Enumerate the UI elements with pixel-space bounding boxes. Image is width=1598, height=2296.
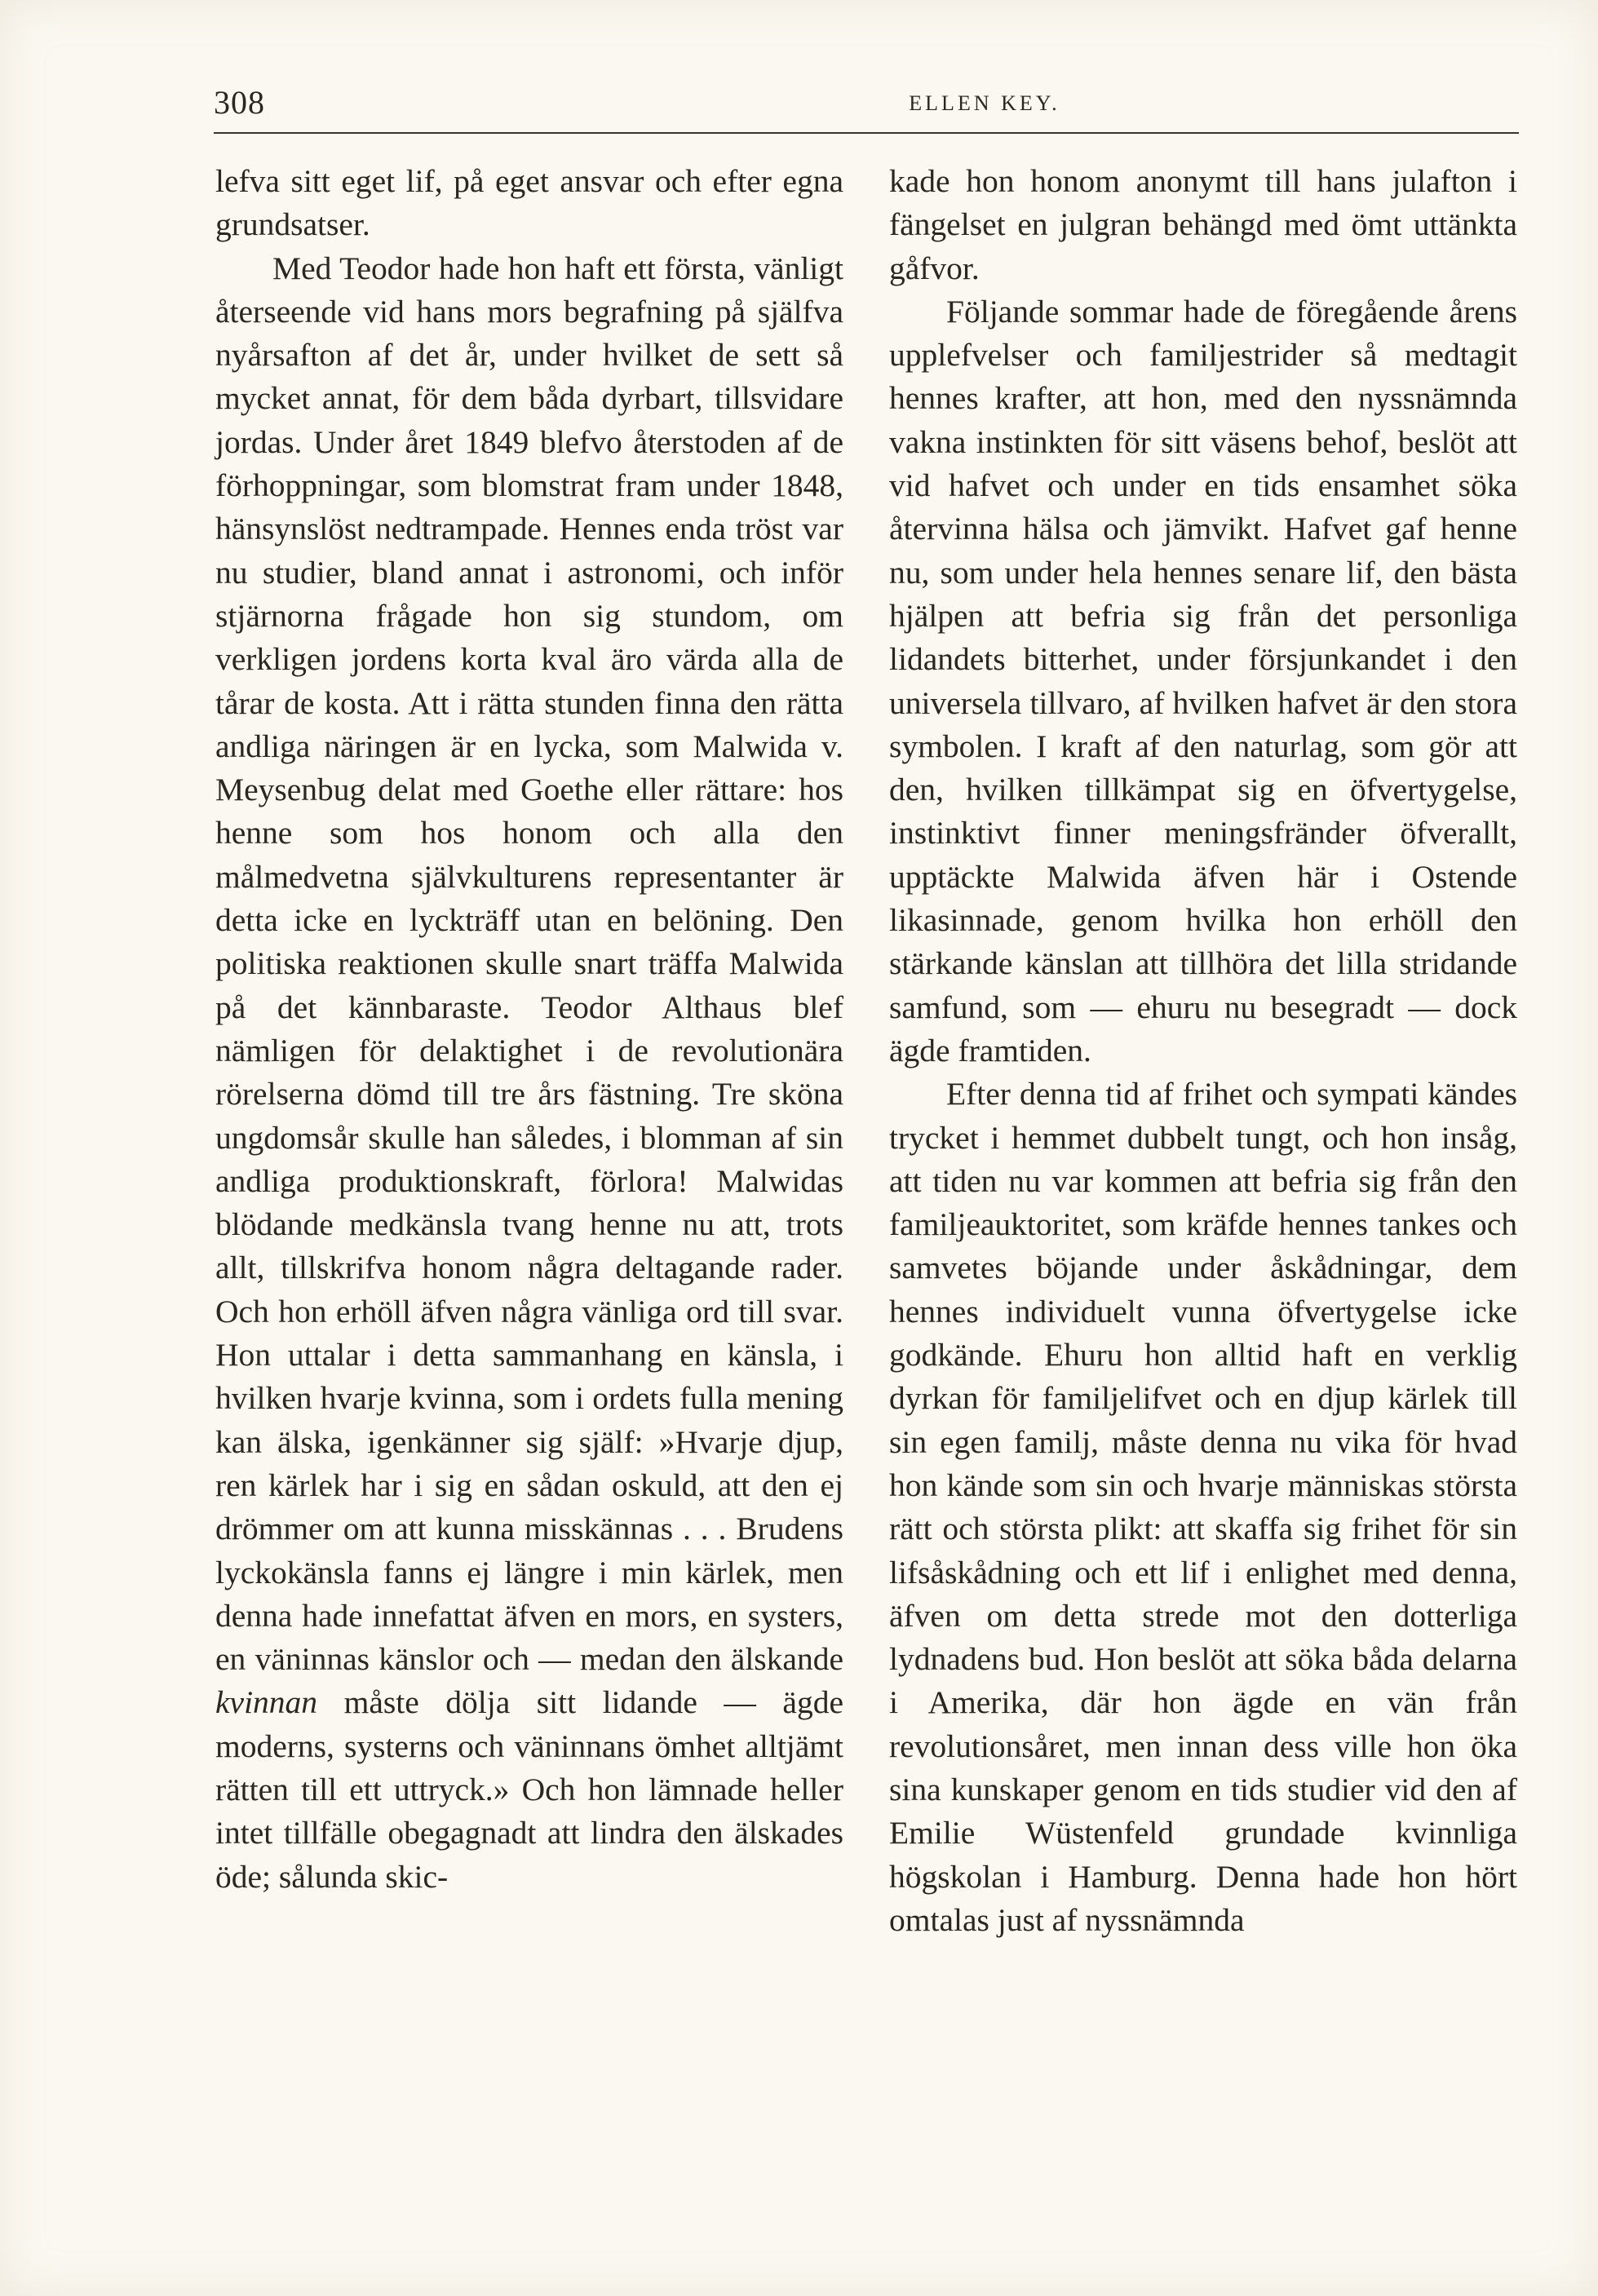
right-column <box>889 160 1517 1942</box>
paragraph: Efter denna tid af frihet och sympati kändes trycket i hemmet dubbelt tungt, och hon insåg, att tiden nu var kommen att befria sig från den familjeauktoritet, som kräfde hennes tankes och samvetes böjande under åskådningar, dem hennes individuelt vunna öfvertygelse icke godkände. Ehuru hon alltid haft en verklig dyrkan för familjelifvet och en djup kärlek till sin egen familj, måste denna nu vika för hvad hon kände som sin och hvarje människas största rätt och största plikt: att skaffa sig frihet för sin lifsåskådning och ett lif i enlighet med denna, äfven om detta strede mot den dotterliga lydnadens bud. Hon beslöt att söka båda delarna i Amerika, där hon ägde en vän från revolutionsåret, men innan dess ville hon öka sina kunskaper genom en tids studier vid den af Emilie Wüstenfeld grundade kvinnliga högskolan i Hamburg. Denna hade hon hört omtalas just af nyssnämnda <box>889 1076 1517 1938</box>
paragraph-text: Med Teodor hade hon haft ett första, vänligt återseende vid hans mors begrafning på själfva nyårsafton af det år, under hvilket de sett så mycket annat, för dem båda dyrbart, tillsvidare jordas. Under året 1849 blefvo återstoden af de förhoppningar, som blomstrat fram under 1848, hänsynslöst nedtrampade. Hennes enda tröst var nu studier, bland annat i astronomi, och inför stjärnorna frågade hon sig stundom, om verkligen jordens korta kval äro värda alla de tårar de kosta. Att i rätta stunden finna den rätta andliga näringen är en lycka, som Malwida v. Meysenbug delat med Goethe eller rättare: hos henne som hos honom och alla den målmedvetna självkulturens representanter är detta icke en lyckträff utan en belöning. Den politiska reaktionen skulle snart träffa Malwida på det kännbaraste. Teodor Althaus blef nämligen för delaktighet i de revolutionära rörelserna dömd till tre års fästning. Tre sköna ungdomsår skulle han således, i blomman af sin andliga produktionskraft, förlora! Malwidas blödande medkänsla tvang henne nu att, trots allt, tillskrifva honom några deltagande rader. Och hon erhöll äfven några vänliga ord till svar. Hon uttalar i detta sammanhang en känsla, i hvilken hvarje kvinna, som i ordets fulla mening kan älska, igenkänner sig själf: »Hvarje djup, ren kärlek har i sig en sådan oskuld, att den ej drömmer om att kunna misskännas . . . Brudens lyckokänsla fanns ej längre i min kärlek, men denna hade innefattat äfven en mors, en systers, en väninnas känslor och — medan den älskande <box>215 250 843 1678</box>
header-rule <box>214 132 1519 134</box>
page-header <box>214 83 1519 132</box>
paragraph: kade hon honom anonymt till hans julafton i fängelset en julgran behängd med ömt uttänkta gåfvor. <box>889 163 1517 286</box>
emphasis-word: kvinnan <box>215 1684 318 1721</box>
running-head: ELLEN KEY. <box>909 91 1060 115</box>
paragraph <box>215 247 843 1899</box>
paragraph-text: måste dölja sitt lidande — ägde moderns, systerns och väninnans ömhet alltjämt rätten till ett uttryck.» Och hon lämnade heller intet tillfälle obegagnadt att lindra den älskades öde; sålunda skic- <box>215 1684 843 1895</box>
paragraph: Följande sommar hade de föregående årens upplefvelser och familjestrider så medtagit hennes krafter, att hon, med den nyssnämnda vakna instinkten för sitt väsens behof, beslöt att vid hafvet och under en tids ensamhet söka återvinna hälsa och jämvikt. Hafvet gaf henne nu, som under hela hennes senare lif, den bästa hjälpen att befria sig från det personliga lidandets bitterhet, under försjunkandet i den universela tillvaro, af hvilken hafvet är den stora symbolen. I kraft af den naturlag, som gör att den, hvilken tillkämpat sig en öfvertygelse, instinktivt finner meningsfränder öfverallt, upptäckte Malwida äfven här i Ostende likasinnade, genom hvilka hon erhöll den stärkande känslan att tillhöra det lilla stridande samfund, som — ehuru nu besegradt — dock ägde framtiden. <box>889 293 1517 1068</box>
page-number: 308 <box>214 84 265 121</box>
paragraph: lefva sitt eget lif, på eget ansvar och efter egna grundsatser. <box>215 163 843 243</box>
left-column <box>215 160 843 1899</box>
